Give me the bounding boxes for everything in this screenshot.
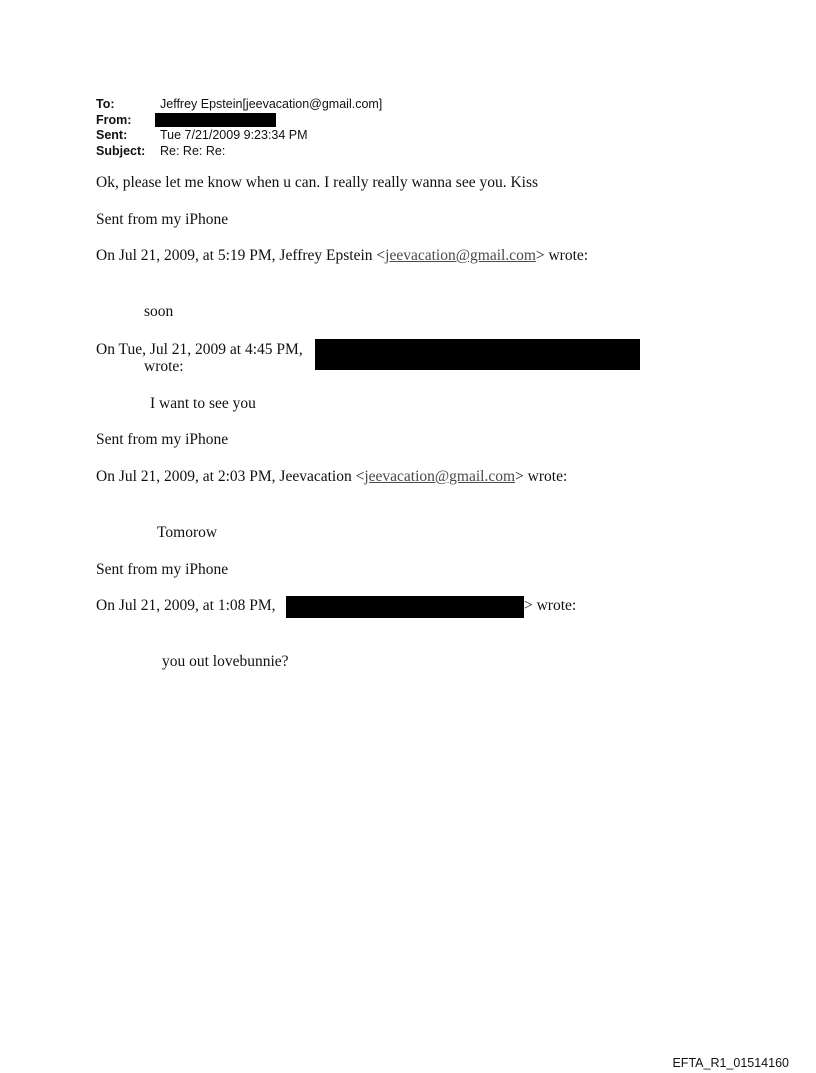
quote-header-4-suffix: > wrote: — [524, 597, 577, 614]
sent-label: Sent: — [96, 128, 128, 142]
quote-header-4: On Jul 21, 2009, at 1:08 PM, — [96, 597, 276, 614]
reply-text-soon: soon — [144, 303, 174, 320]
quote-header-1 — [96, 247, 588, 265]
from-redaction — [155, 113, 276, 127]
quote-header-2: On Tue, Jul 21, 2009 at 4:45 PM, — [96, 341, 303, 358]
to-value: Jeffrey Epstein[jeevacation@gmail.com] — [160, 97, 383, 111]
message-body-line: Ok, please let me know when u can. I really really wanna see you. Kiss — [96, 174, 539, 191]
quote-header-2-wrote: wrote: — [144, 358, 184, 375]
email-link[interactable]: jeevacation@gmail.com — [364, 468, 516, 485]
sent-from-signature: Sent from my iPhone — [96, 561, 229, 578]
email-link[interactable]: jeevacation@gmail.com — [385, 247, 536, 264]
subject-value: Re: Re: Re: — [160, 143, 226, 158]
bates-number: EFTA_R1_01514160 — [672, 1056, 789, 1070]
subject-label: Subject: — [96, 143, 146, 158]
sender-redaction — [315, 339, 640, 370]
sent-from-signature: Sent from my iPhone — [96, 211, 229, 228]
quote-header-1-suffix: > wrote: — [535, 247, 589, 264]
quote-header-1-prefix: On Jul 21, 2009, at 5:19 PM, Jeffrey Epstein < — [96, 247, 386, 264]
sender-redaction — [286, 596, 524, 618]
from-label: From: — [96, 112, 132, 127]
to-label: To: — [96, 97, 115, 111]
reply-text-want: I want to see you — [150, 395, 256, 412]
quote-header-3 — [96, 468, 567, 486]
sent-from-signature: Sent from my iPhone — [96, 431, 229, 448]
quote-header-3-suffix: > wrote: — [515, 468, 568, 485]
sent-value: Tue 7/21/2009 9:23:34 PM — [160, 128, 308, 142]
quote-header-3-prefix: On Jul 21, 2009, at 2:03 PM, Jeevacation < — [96, 468, 365, 485]
reply-text-lovebunnie: you out lovebunnie? — [162, 653, 289, 670]
reply-text-tomorow: Tomorow — [157, 524, 218, 541]
